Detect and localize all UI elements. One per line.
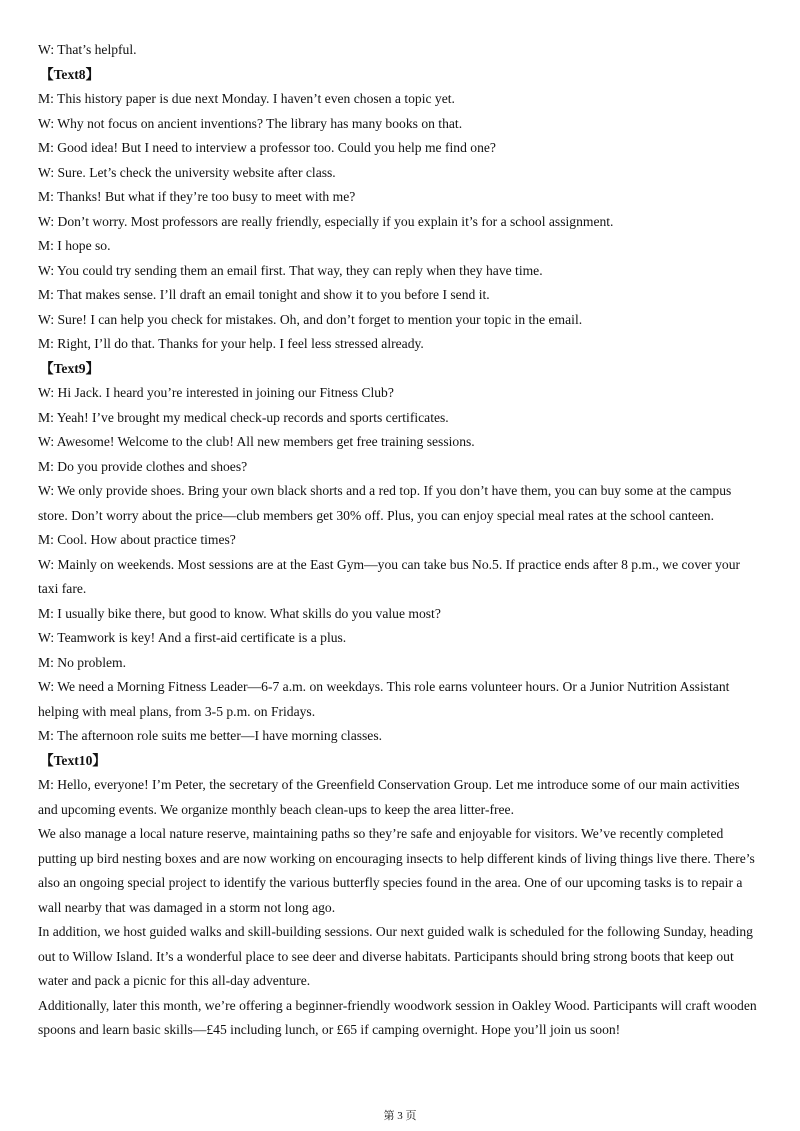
dialogue-line: W: Don’t worry. Most professors are really friendly, especially if you explain it’s for a school assignment. [38, 213, 614, 229]
dialogue-line: M: Yeah! I’ve brought my medical check-up records and sports certificates. [38, 409, 449, 425]
dialogue-line: M: Good idea! But I need to interview a professor too. Could you help me find one? [38, 140, 496, 155]
dialogue-line: M: Thanks! But what if they’re too busy to meet with me? [38, 189, 356, 204]
dialogue-line: W: Sure. Let’s check the university website after class. [38, 164, 336, 180]
monologue-paragraph: Additionally, later this month, we’re offering a beginner-friendly woodwork session in Oakley Wood. Participants will craft wooden spoons and learn basic skills—£45 including lunch, or £65 if camping overnight. Hope you’ll join us soon! [38, 997, 757, 1037]
dialogue-line: M: The afternoon role suits me better—I have morning classes. [38, 728, 383, 743]
section-heading-text9: 【Text9】 [40, 360, 100, 376]
dialogue-line: W: That’s helpful. [38, 42, 137, 57]
dialogue-line: M: Do you provide clothes and shoes? [38, 458, 248, 474]
dialogue-line: W: Sure! I can help you check for mistakes. Oh, and don’t forget to mention your topic in the email. [38, 311, 583, 327]
dialogue-line: M: Cool. How about practice times? [38, 532, 236, 547]
document-body [38, 38, 762, 1043]
monologue-paragraph: In addition, we host guided walks and skill-building sessions. Our next guided walk is scheduled for the following Sunday, heading out to Willow Island. It’s a wonderful place to see deer and diverse habitats. Participants should bring strong boots that keep out water and pack a picnic for this all-day adventure. [38, 924, 753, 988]
section-heading-text10: 【Text10】 [40, 752, 106, 768]
dialogue-line: M: I usually bike there, but good to know. What skills do you value most? [38, 605, 441, 621]
dialogue-line: W: Mainly on weekends. Most sessions are at the East Gym—you can take bus No.5. If practice ends after 8 p.m., we cover your taxi fare. [38, 556, 741, 596]
dialogue-line: M: That makes sense. I’ll draft an email tonight and show it to you before I send it. [38, 287, 490, 302]
dialogue-line: W: Hi Jack. I heard you’re interested in joining our Fitness Club? [38, 385, 394, 400]
dialogue-line: W: Why not focus on ancient inventions? The library has many books on that. [38, 115, 463, 131]
dialogue-line: M: Right, I’ll do that. Thanks for your help. I feel less stressed already. [38, 336, 424, 351]
dialogue-line: W: You could try sending them an email first. That way, they can reply when they have time. [38, 262, 543, 278]
monologue-paragraph: We also manage a local nature reserve, maintaining paths so they’re safe and enjoyable for visitors. We’ve recently completed putting up bird nesting boxes and are now working on encouraging insects to help different kinds of living things live there. There’s also an ongoing special project to identify the various butterfly species found in the area. One of our upcoming tasks is to repair a wall nearby that was damaged in a storm not long ago. [38, 826, 755, 915]
page-number-footer: 第 3 页 [383, 1110, 417, 1122]
dialogue-line: W: Teamwork is key! And a first-aid certificate is a plus. [38, 630, 347, 645]
dialogue-line: M: No problem. [38, 654, 126, 670]
dialogue-line: W: We only provide shoes. Bring your own black shorts and a red top. If you don’t have them, you can buy some at the campus store. Don’t worry about the price—club members get 30% off. Plus, you can enjoy special meal rates at the school canteen. [38, 483, 732, 523]
dialogue-line: M: This history paper is due next Monday. I haven’t even chosen a topic yet. [38, 91, 455, 106]
dialogue-line: W: We need a Morning Fitness Leader—6-7 a.m. on weekdays. This role earns volunteer hours. Or a Junior Nutrition Assistant helping with meal plans, from 3-5 p.m. on Fridays. [38, 679, 730, 719]
dialogue-line: M: I hope so. [38, 238, 111, 253]
section-heading-text8: 【Text8】 [40, 66, 100, 82]
monologue-paragraph: M: Hello, everyone! I’m Peter, the secretary of the Greenfield Conservation Group. Let me introduce some of our main activities and upcoming events. We organize monthly beach clean-ups to keep the area litter-free. [38, 777, 740, 817]
dialogue-line: W: Awesome! Welcome to the club! All new members get free training sessions. [38, 434, 475, 449]
